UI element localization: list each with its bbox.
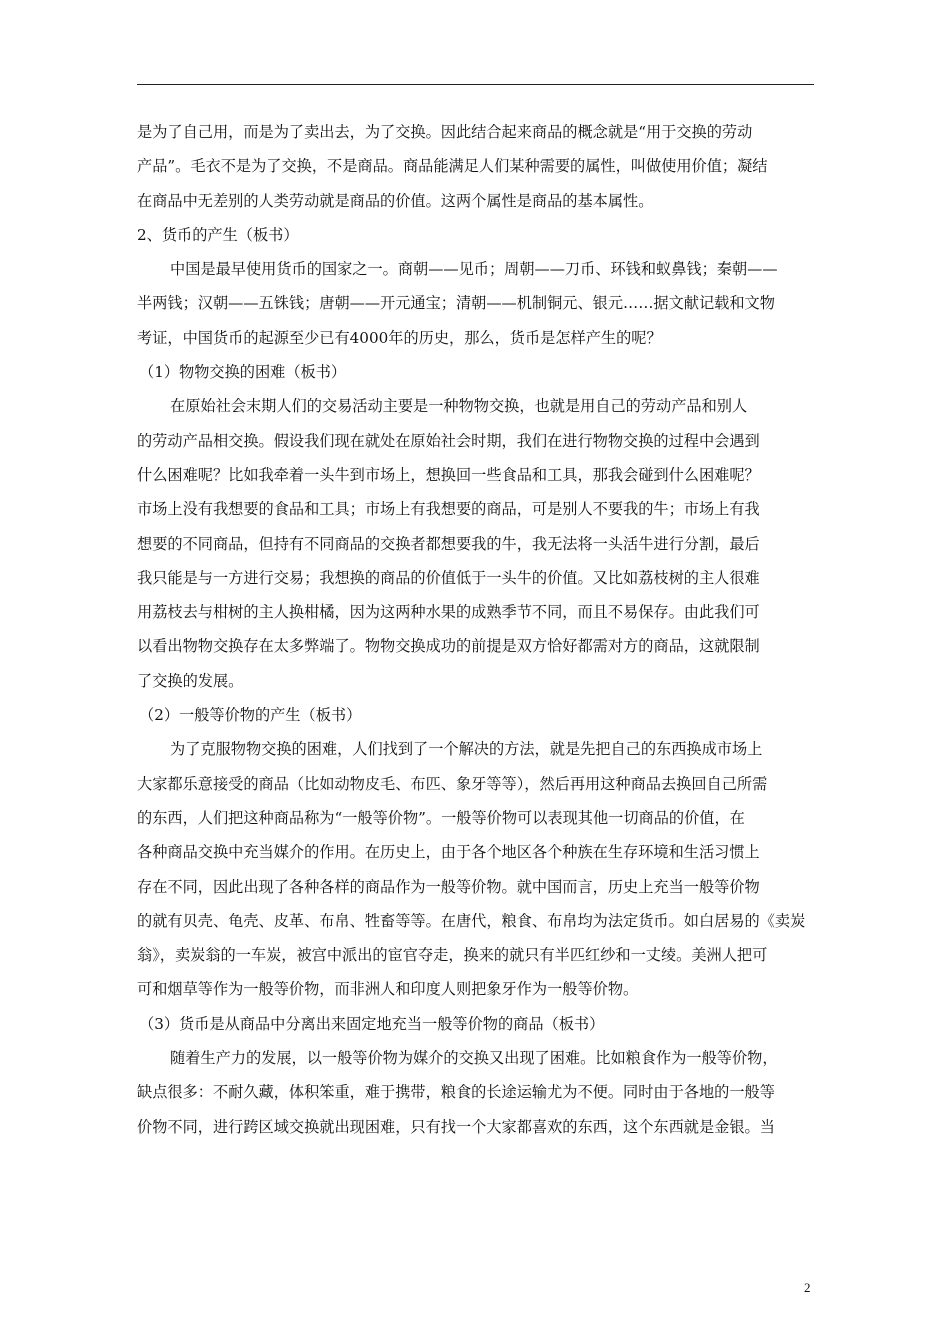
- paragraph-line: 考证，中国货币的起源至少已有4000年的历史，那么，货币是怎样产生的呢？: [137, 328, 662, 347]
- page-number: 2: [804, 1280, 811, 1295]
- subheading-general-equivalent: （2）一般等价物的产生（板书）: [139, 706, 362, 725]
- paragraph-line: 市场上没有我想要的食品和工具；市场上有我想要的商品，可是别人不要我的牛；市场上有我: [137, 500, 760, 519]
- paragraph-line: 随着生产力的发展，以一般等价物为媒介的交换又出现了困难。比如粮食作为一般等价物，: [170, 1049, 778, 1068]
- subheading-barter-difficulty: （1）物物交换的困难（板书）: [139, 363, 347, 382]
- paragraph-line: 我只能是与一方进行交易；我想换的商品的价值低于一头牛的价值。又比如荔枝树的主人很难: [137, 568, 760, 587]
- paragraph-line: 为了克服物物交换的困难，人们找到了一个解决的方法，就是先把自己的东西换成市场上: [170, 740, 763, 759]
- paragraph-line: 缺点很多：不耐久藏，体积笨重，难于携带，粮食的长途运输尤为不便。同时由于各地的一般等: [137, 1083, 775, 1102]
- paragraph-line: 大家都乐意接受的商品（比如动物皮毛、布匹、象牙等等），然后再用这种商品去换回自己所需: [137, 774, 768, 793]
- paragraph-line: 什么困难呢？比如我牵着一头牛到市场上，想换回一些食品和工具，那我会碰到什么困难呢？: [137, 465, 760, 484]
- document-body: [137, 115, 823, 1144]
- paragraph-line: 的就有贝壳、龟壳、皮革、布帛、牲畜等等。在唐代，粮食、布帛均为法定货币。如白居易的《卖炭: [137, 911, 806, 930]
- subheading-currency-definition: （3）货币是从商品中分离出来固定地充当一般等价物的商品（板书）: [139, 1014, 605, 1033]
- paragraph-line: 各种商品交换中充当媒介的作用。在历史上，由于各个地区各个种族在生存环境和生活习惯上: [137, 843, 760, 862]
- paragraph-line: 的东西，人们把这种商品称为“一般等价物”。一般等价物可以表现其他一切商品的价值，在: [137, 808, 745, 827]
- paragraph-line: 可和烟草等作为一般等价物，而非洲人和印度人则把象牙作为一般等价物。: [137, 980, 639, 999]
- paragraph-line: 的劳动产品相交换。假设我们现在就处在原始社会时期，我们在进行物物交换的过程中会遇到: [137, 431, 760, 450]
- paragraph-line: 在原始社会末期人们的交易活动主要是一种物物交换，也就是用自己的劳动产品和别人: [170, 397, 748, 416]
- paragraph-line: 用荔枝去与柑树的主人换柑橘，因为这两种水果的成熟季节不同，而且不易保存。由此我们可: [137, 603, 760, 622]
- paragraph-line: 以看出物物交换存在太多弊端了。物物交换成功的前提是双方恰好都需对方的商品，这就限制: [137, 637, 760, 656]
- paragraph-line: 半两钱；汉朝——五铢钱；唐朝——开元通宝；清朝——机制铜元、银元……据文献记载和文物: [137, 294, 775, 313]
- paragraph-line: 是为了自己用，而是为了卖出去，为了交换。因此结合起来商品的概念就是“用于交换的劳动: [137, 123, 753, 141]
- paragraph-line: 想要的不同商品，但持有不同商品的交换者都想要我的牛，我无法将一头活牛进行分割，最后: [137, 534, 760, 553]
- paragraph-line: 存在不同，因此出现了各种各样的商品作为一般等价物。就中国而言，历史上充当一般等价物: [137, 877, 760, 896]
- paragraph-line: 在商品中无差别的人类劳动就是商品的价值。这两个属性是商品的基本属性。: [137, 191, 654, 210]
- header-rule: [137, 84, 814, 85]
- paragraph-line: 翁》，卖炭翁的一车炭，被宫中派出的宦官夺走，换来的就只有半匹红纱和一丈绫。美洲人把可: [137, 946, 768, 965]
- paragraph-line: 中国是最早使用货币的国家之一。商朝——见币；周朝——刀币、环钱和蚁鼻钱；秦朝——: [170, 260, 778, 279]
- section-heading-currency-origin: 2、货币的产生（板书）: [137, 225, 299, 244]
- paragraph-line: 产品”。毛衣不是为了交换，不是商品。商品能满足人们某种需要的属性，叫做使用价值；凝结: [137, 157, 768, 176]
- paragraph-line: 了交换的发展。: [137, 671, 244, 690]
- paragraph-line: 价物不同，进行跨区域交换就出现困难，只有找一个大家都喜欢的东西，这个东西就是金银。当: [137, 1117, 775, 1136]
